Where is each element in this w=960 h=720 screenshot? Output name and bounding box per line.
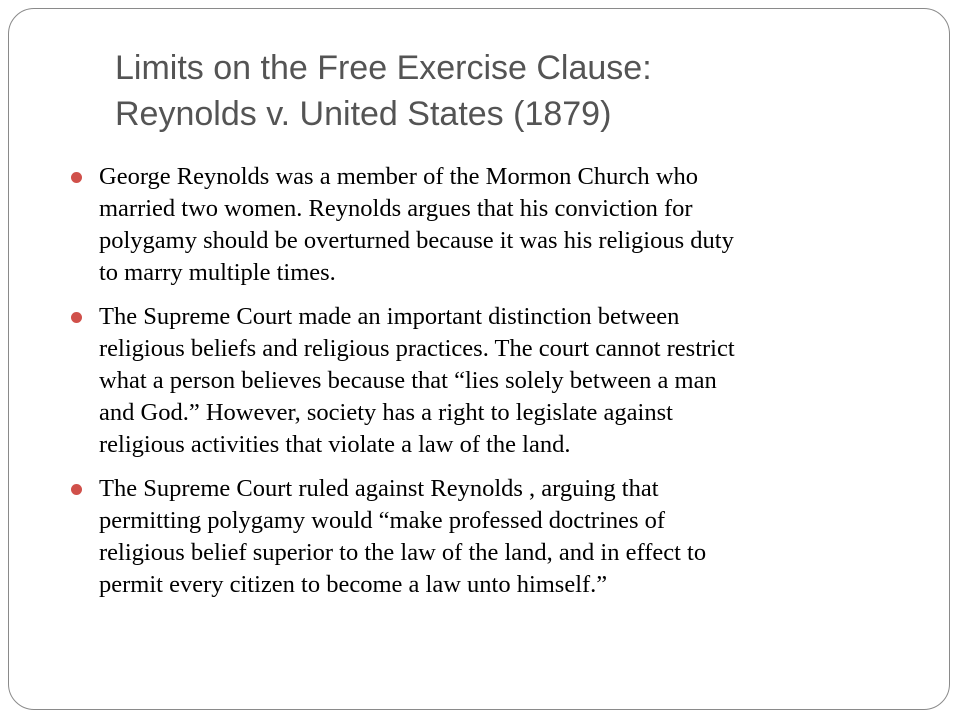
bullet-dot-icon	[71, 172, 82, 183]
bullet-text-line: polygamy should be overturned because it was his religious duty	[99, 227, 734, 254]
bullet-list	[71, 161, 911, 613]
bullet-item	[71, 473, 911, 601]
bullet-text	[99, 473, 911, 601]
bullet-text-line: married two women. Reynolds argues that his conviction for	[99, 195, 693, 222]
bullet-item	[71, 161, 911, 289]
bullet-text	[99, 301, 911, 461]
bullet-text-line: and God.” However, society has a right to legislate against	[99, 399, 673, 426]
slide-title-line: Reynolds v. United States (1879)	[115, 95, 612, 133]
bullet-text-line: permitting polygamy would “make professed doctrines of	[99, 507, 666, 534]
bullet-text-line: The Supreme Court ruled against Reynolds , arguing that	[99, 475, 659, 502]
bullet-dot-icon	[71, 312, 82, 323]
bullet-item	[71, 301, 911, 461]
bullet-text-line: what a person believes because that “lies solely between a man	[99, 367, 717, 394]
bullet-dot-icon	[71, 484, 82, 495]
bullet-text-line: permit every citizen to become a law unto himself.”	[99, 571, 608, 598]
bullet-text-line: to marry multiple times.	[99, 259, 336, 286]
bullet-text-line: religious beliefs and religious practices. The court cannot restrict	[99, 335, 735, 362]
slide-title	[115, 45, 915, 137]
bullet-text-line: religious belief superior to the law of the land, and in effect to	[99, 539, 707, 566]
bullet-text-line: The Supreme Court made an important distinction between	[99, 303, 680, 330]
slide-frame	[8, 8, 950, 710]
slide-title-line: Limits on the Free Exercise Clause:	[115, 49, 652, 87]
bullet-text-line: George Reynolds was a member of the Mormon Church who	[99, 163, 698, 190]
bullet-text-line: religious activities that violate a law of the land.	[99, 431, 571, 458]
bullet-text	[99, 161, 911, 289]
